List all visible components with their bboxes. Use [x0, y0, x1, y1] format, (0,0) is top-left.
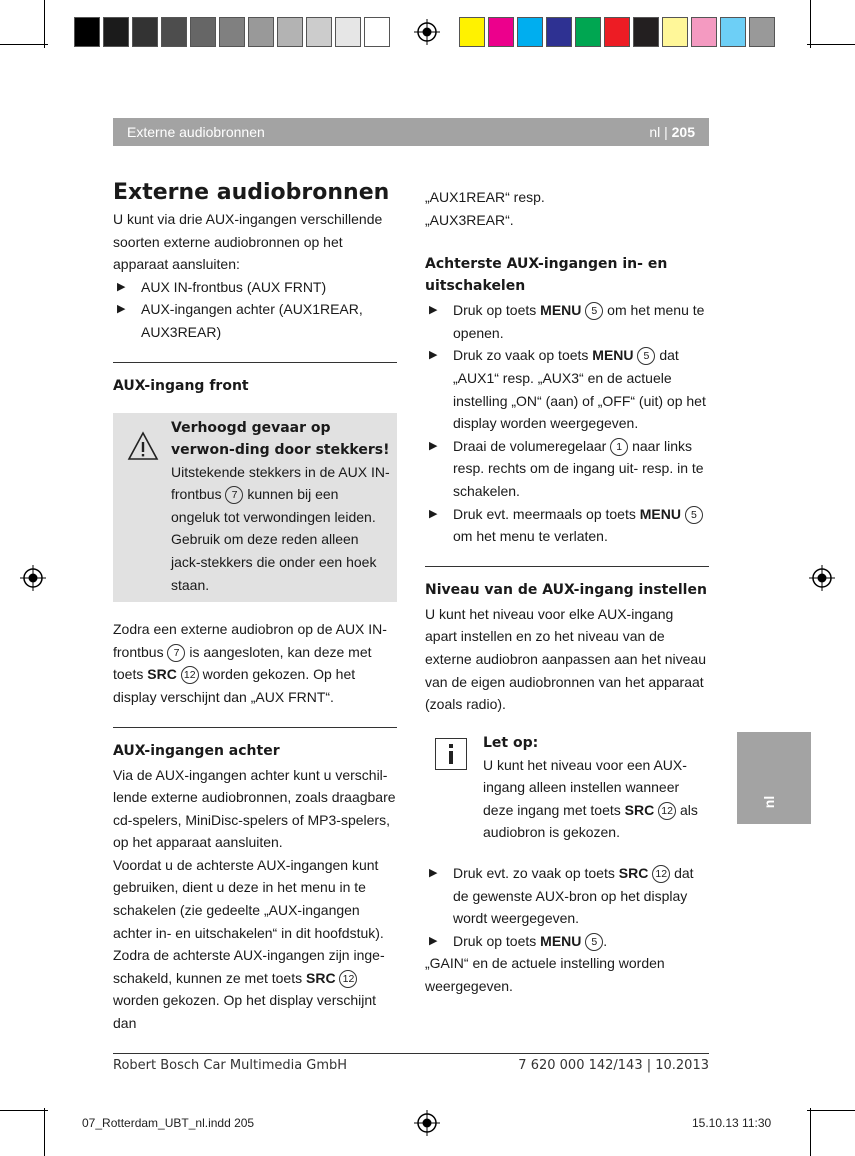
crop-mark [44, 0, 45, 48]
intro-paragraph: U kunt via drie AUX-ingangen verschillende soorten externe audiobronnen op het apparaat aansluiten: [113, 211, 383, 273]
slug-filename: 07_Rotterdam_UBT_nl.indd 205 [82, 1116, 255, 1130]
header-title: Externe audiobronnen [127, 124, 265, 140]
warning-title: Verhoogd gevaar op verwon-ding door stekkers! [171, 419, 390, 458]
section-heading-aux-rear: AUX-ingangen achter [113, 727, 397, 762]
list-item: ▶ Druk evt. meermaals op toets MENU 5 om het menu te verlaten. [425, 503, 709, 548]
callout-number: 12 [658, 802, 676, 820]
callout-number: 1 [610, 438, 628, 456]
section-heading-aux-level: Niveau van de AUX-ingang instellen [425, 566, 709, 601]
note-box [425, 732, 709, 844]
continued-text: „AUX3REAR“. [425, 211, 514, 228]
registration-mark-icon [414, 1110, 440, 1136]
gray-scale-bar [74, 17, 393, 47]
crop-mark [44, 1108, 45, 1156]
crop-mark [807, 44, 855, 45]
callout-number: 5 [685, 506, 703, 524]
footer-divider [113, 1053, 709, 1054]
list-item: ▶ AUX IN-frontbus (AUX FRNT) [117, 278, 327, 295]
step-list [425, 862, 709, 952]
list-item: ▶ Druk op toets MENU 5 . [429, 932, 608, 949]
callout-number: 5 [585, 302, 603, 320]
paragraph: Voordat u de achterste AUX-ingangen kunt gebruiken, dient u deze in het menu in te schakelen (zie gedeelte „AUX-ingangen achter in- en uitschakelen“ in dit hoofdstuk). [113, 856, 384, 941]
step-list [425, 299, 709, 548]
warning-box [113, 413, 397, 603]
aux-front-paragraph: Zodra een externe audiobron op de AUX IN-frontbus 7 is aangesloten, kan deze met toets SRC 12 worden gekozen. Op het display verschijnt dan „AUX FRNT“. [113, 621, 387, 705]
slug-date: 15.10.13 11:30 [692, 1116, 772, 1130]
right-column [425, 178, 709, 998]
paragraph: Zodra de achterste AUX-ingangen zijn inge-schakeld, kunnen ze met toets SRC 12 worden gekozen. Op het display verschijnt dan [113, 947, 385, 1032]
section-heading-rear-toggle: Achterste AUX-ingangen in- en uitschakelen [425, 256, 668, 295]
note-text: U kunt het niveau voor een AUX-ingang alleen instellen wanneer deze ingang met toets SRC 12 als audiobron is gekozen. [483, 756, 698, 841]
crop-mark [807, 1110, 855, 1111]
list-item: ▶ Druk zo vaak op toets MENU 5 dat „AUX1“ resp. „AUX3“ en de actuele instelling „ON“ (aan) of „OFF“ (uit) op het display worden weergegeven. [429, 347, 706, 432]
crop-mark [0, 44, 48, 45]
running-header [113, 118, 709, 146]
callout-number: 12 [181, 666, 199, 684]
section-heading-aux-front: AUX-ingang front [113, 362, 397, 397]
paragraph: Via de AUX-ingangen achter kunt u verschil-lende externe audiobronnen, zoals draagbare cd-spelers, MiniDisc-spelers of MP3-spelers, op het apparaat aansluiten. [113, 766, 396, 851]
crop-mark [0, 1110, 48, 1111]
crop-mark [810, 1108, 811, 1156]
crop-mark [810, 0, 811, 48]
note-title: Let op: [483, 734, 539, 751]
page-number: nl | 205 [649, 124, 695, 140]
paragraph: U kunt het niveau voor elke AUX-ingang apart instellen en zo het niveau van de externe audiobron aanpassen aan het niveau van de eigen audiobronnen van het apparaat (zoals radio). [425, 605, 706, 713]
list-item: ▶ Druk op toets MENU 5 om het menu te openen. [429, 302, 705, 341]
page-title: Externe audiobronnen [113, 180, 390, 205]
callout-number: 12 [652, 865, 670, 883]
callout-number: 5 [585, 933, 603, 951]
aux-bullet-list [113, 276, 397, 344]
registration-mark-icon [809, 565, 835, 591]
info-icon [435, 738, 467, 770]
continued-text: „AUX1REAR“ resp. [425, 189, 545, 205]
callout-number: 7 [225, 486, 243, 504]
left-column [113, 178, 397, 1035]
footer-docnumber: 7 620 000 142/143 | 10.2013 [518, 1058, 709, 1073]
list-item: ▶ Druk evt. zo vaak op toets SRC 12 dat de gewenste AUX-bron op het display wordt weergegeven. [429, 865, 694, 927]
registration-mark-icon [20, 565, 46, 591]
callout-number: 5 [637, 347, 655, 365]
callout-number: 7 [167, 644, 185, 662]
paragraph: „GAIN“ en de actuele instelling worden weergegeven. [425, 955, 665, 995]
callout-number: 12 [339, 970, 357, 988]
registration-mark-icon [414, 19, 440, 45]
list-item: ▶ AUX-ingangen achter (AUX1REAR, AUX3REAR) [117, 301, 363, 340]
language-tab: nl [737, 732, 811, 824]
footer-company: Robert Bosch Car Multimedia GmbH [113, 1058, 348, 1073]
color-bar [459, 17, 778, 47]
list-item: ▶ Draai de volumeregelaar 1 naar links resp. rechts om de ingang uit- resp. in te schakelen. [429, 437, 704, 499]
warning-text: Uitstekende stekkers in de AUX IN-frontbus 7 kunnen bij een ongeluk tot verwondingen leiden. Gebruik om deze reden alleen jack-stekkers die onder een hoek staan. [171, 463, 390, 593]
warning-triangle-icon [127, 431, 159, 461]
